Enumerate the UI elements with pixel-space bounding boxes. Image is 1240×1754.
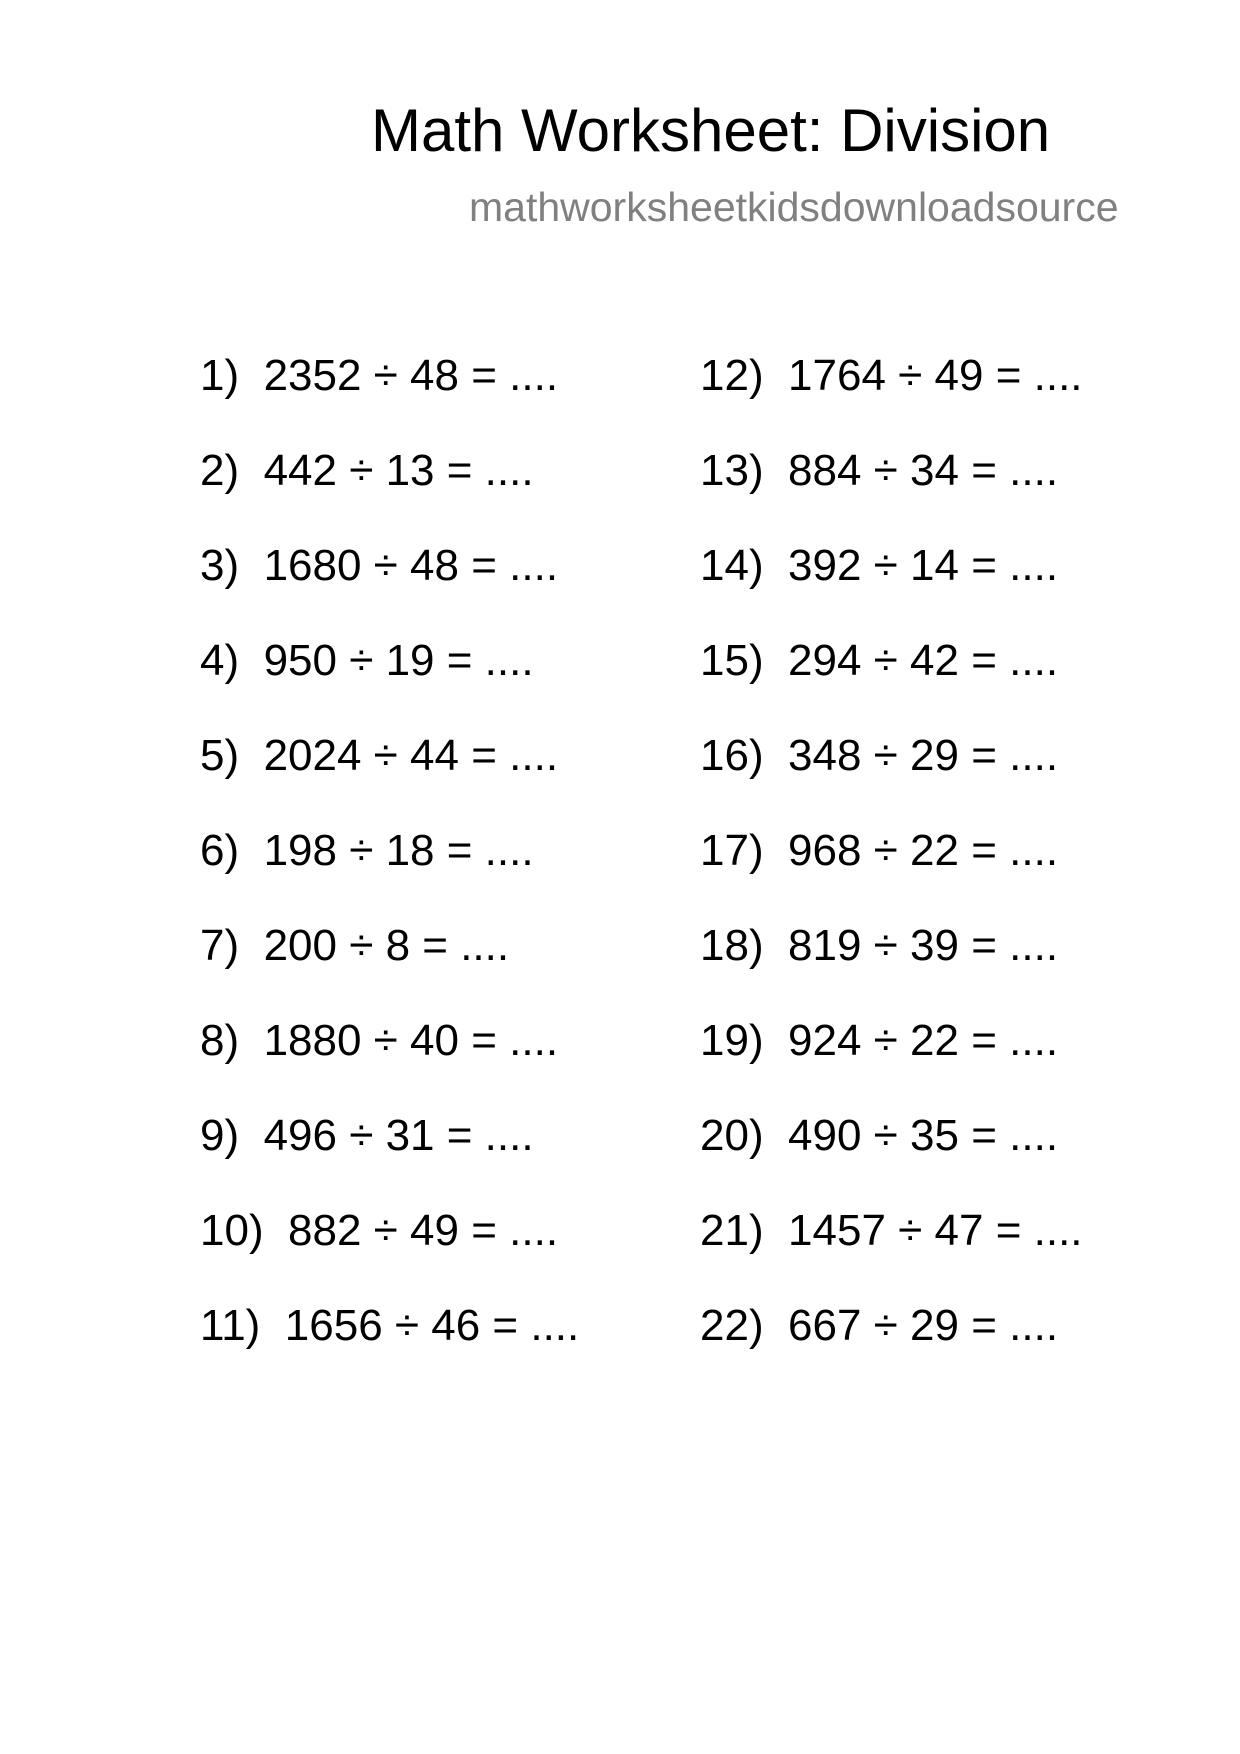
problem-expression: 200 ÷ 8 = .... xyxy=(263,921,510,970)
problem-number: 11) xyxy=(200,1301,261,1350)
problem-expression: 924 ÷ 22 = .... xyxy=(788,1016,1059,1065)
problem-number: 7) xyxy=(200,921,240,970)
problem-item xyxy=(700,635,1083,730)
problem-number: 16) xyxy=(700,731,764,780)
problem-expression: 2024 ÷ 44 = .... xyxy=(263,731,559,780)
problem-number: 9) xyxy=(200,1111,240,1160)
problem-item xyxy=(700,540,1083,635)
problem-expression: 442 ÷ 13 = .... xyxy=(263,446,534,495)
problem-item xyxy=(700,1110,1083,1205)
problem-item xyxy=(200,540,579,635)
problem-number: 18) xyxy=(700,921,764,970)
problem-item xyxy=(200,635,579,730)
problem-expression: 667 ÷ 29 = .... xyxy=(788,1301,1059,1350)
problem-number: 17) xyxy=(700,826,764,875)
problem-item xyxy=(200,1015,579,1110)
worksheet-title: Math Worksheet: Division xyxy=(371,97,1051,164)
problem-expression: 1880 ÷ 40 = .... xyxy=(263,1016,559,1065)
problem-number: 6) xyxy=(200,826,240,875)
problem-number: 21) xyxy=(700,1206,764,1255)
problem-expression: 884 ÷ 34 = .... xyxy=(788,446,1059,495)
problem-item xyxy=(700,825,1083,920)
problem-expression: 1656 ÷ 46 = .... xyxy=(284,1301,580,1350)
problems-left-column xyxy=(200,350,579,1395)
problem-item xyxy=(700,1205,1083,1300)
problem-expression: 882 ÷ 49 = .... xyxy=(288,1206,559,1255)
problem-item xyxy=(700,920,1083,1015)
problem-number: 19) xyxy=(700,1016,764,1065)
problem-number: 4) xyxy=(200,636,240,685)
problem-number: 13) xyxy=(700,446,764,495)
problem-number: 8) xyxy=(200,1016,240,1065)
problem-expression: 198 ÷ 18 = .... xyxy=(263,826,534,875)
worksheet-source: mathworksheetkidsdownloadsource xyxy=(469,184,1119,230)
problem-number: 5) xyxy=(200,731,240,780)
problem-expression: 392 ÷ 14 = .... xyxy=(788,541,1059,590)
problem-expression: 819 ÷ 39 = .... xyxy=(788,921,1059,970)
problem-number: 10) xyxy=(200,1206,264,1255)
problem-item xyxy=(700,350,1083,445)
problem-number: 14) xyxy=(700,541,764,590)
problem-item xyxy=(200,920,579,1015)
problem-expression: 1680 ÷ 48 = .... xyxy=(263,541,559,590)
problem-item xyxy=(700,1015,1083,1110)
problem-item xyxy=(200,1300,579,1395)
problem-item xyxy=(200,1205,579,1300)
problem-expression: 1457 ÷ 47 = .... xyxy=(788,1206,1083,1255)
problem-item xyxy=(200,825,579,920)
problem-item xyxy=(200,350,579,445)
problems-right-column xyxy=(700,350,1083,1395)
problem-number: 12) xyxy=(700,351,764,400)
problem-expression: 496 ÷ 31 = .... xyxy=(263,1111,534,1160)
problem-number: 3) xyxy=(200,541,240,590)
problem-expression: 1764 ÷ 49 = .... xyxy=(788,351,1083,400)
problem-number: 1) xyxy=(200,351,240,400)
problem-expression: 2352 ÷ 48 = .... xyxy=(263,351,559,400)
problem-expression: 968 ÷ 22 = .... xyxy=(788,826,1059,875)
problem-expression: 294 ÷ 42 = .... xyxy=(788,636,1059,685)
problem-item xyxy=(200,445,579,540)
problem-item xyxy=(700,445,1083,540)
problem-item xyxy=(200,1110,579,1205)
problem-expression: 490 ÷ 35 = .... xyxy=(788,1111,1059,1160)
problem-item xyxy=(700,730,1083,825)
problem-item xyxy=(700,1300,1083,1395)
problem-expression: 950 ÷ 19 = .... xyxy=(263,636,534,685)
problem-item xyxy=(200,730,579,825)
problem-number: 2) xyxy=(200,446,240,495)
problem-number: 20) xyxy=(700,1111,764,1160)
problem-number: 22) xyxy=(700,1301,764,1350)
problem-number: 15) xyxy=(700,636,764,685)
problem-expression: 348 ÷ 29 = .... xyxy=(788,731,1059,780)
